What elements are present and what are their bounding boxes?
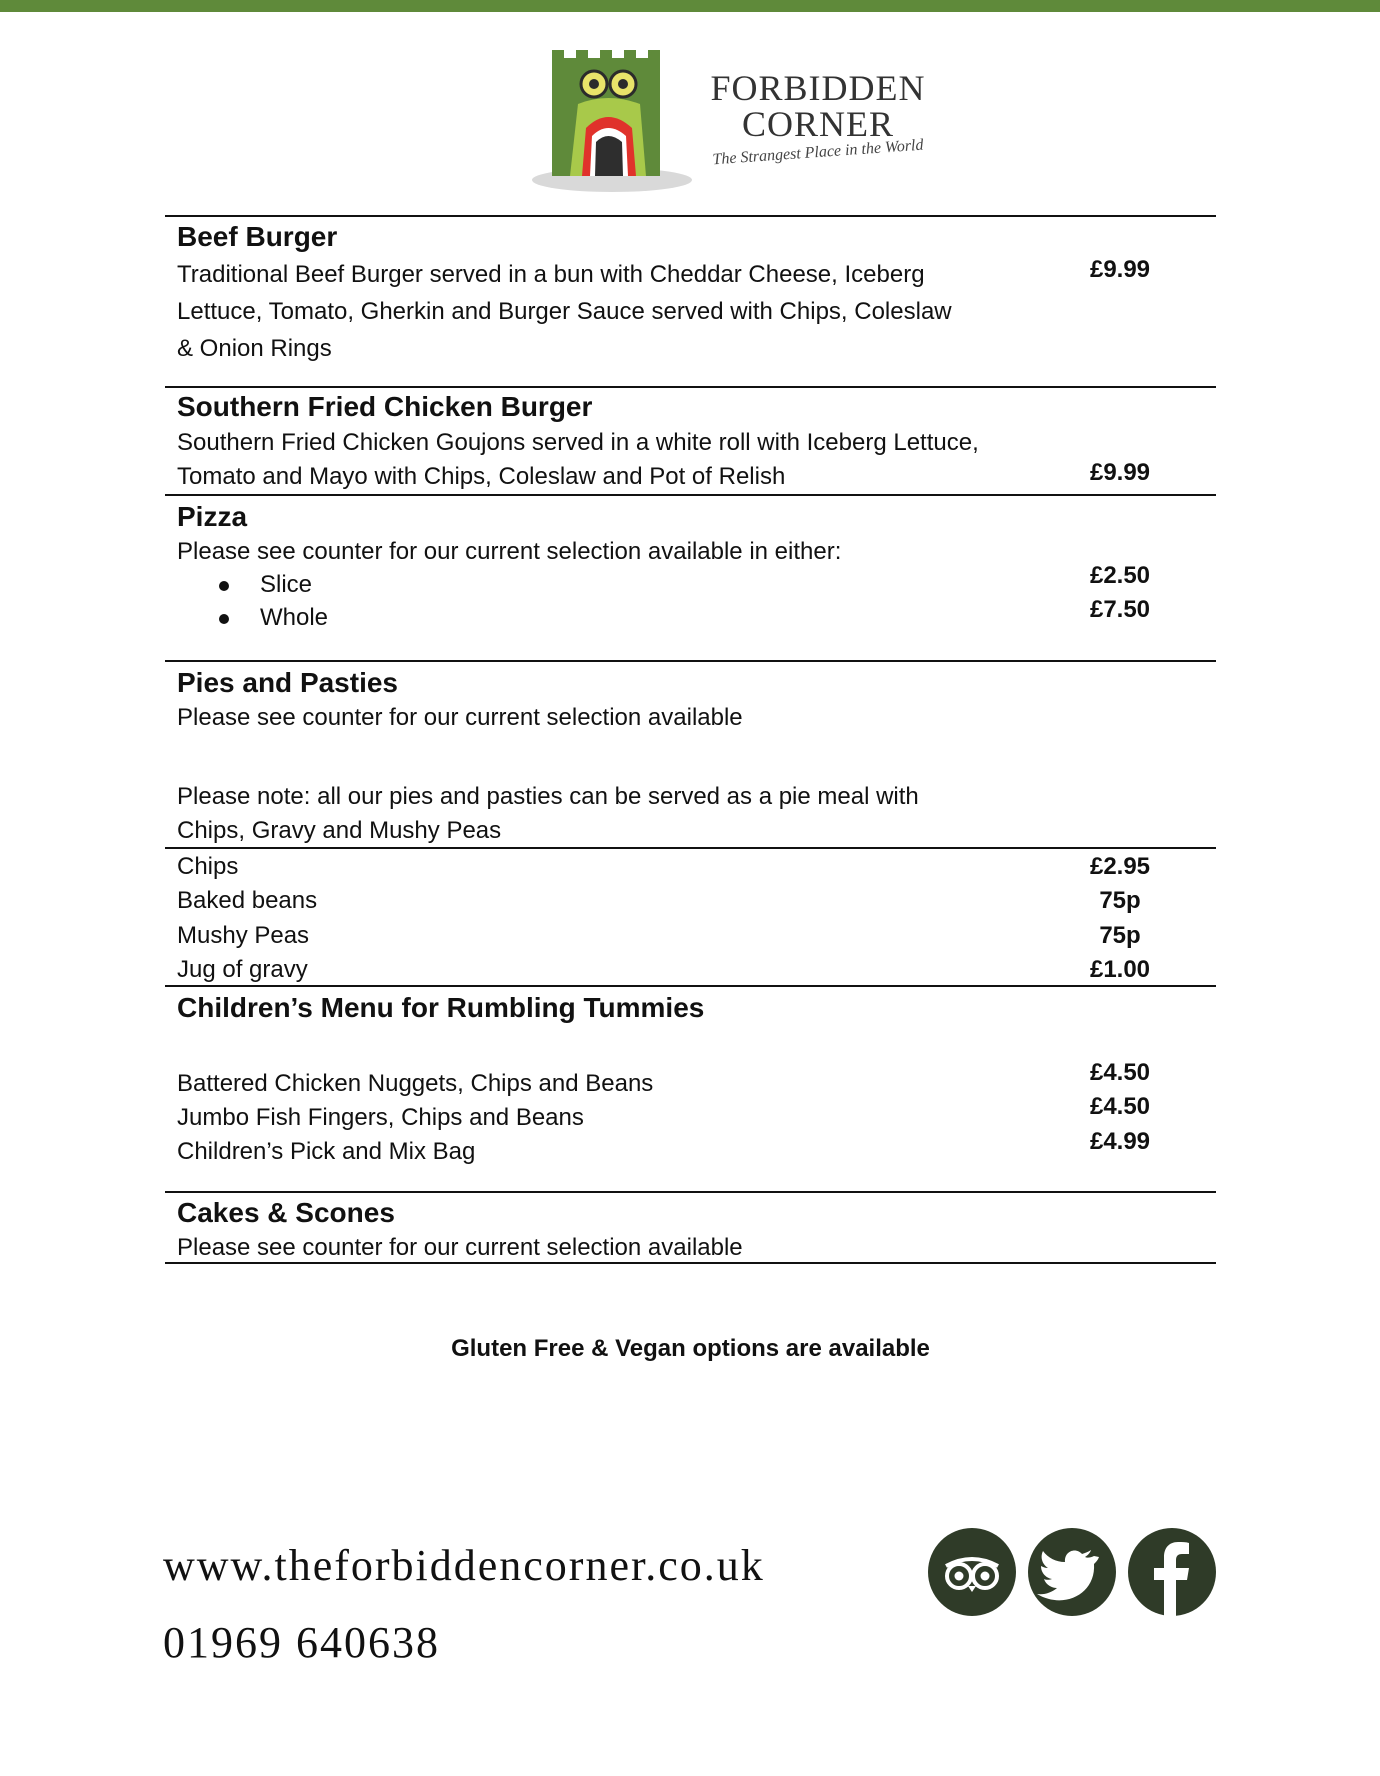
bullet-icon — [219, 581, 229, 591]
side-item: Baked beans — [177, 887, 318, 914]
forbidden-corner-logo — [528, 44, 928, 194]
childrens-menu-title: Children’s Menu for Rumbling Tummies — [177, 992, 705, 1023]
chicken-burger-price: £9.99 — [1089, 459, 1151, 486]
side-price: £1.00 — [1089, 956, 1151, 983]
divider — [165, 985, 1216, 987]
logo-name-line1: FORBIDDEN — [710, 68, 926, 108]
childrens-item: Children’s Pick and Mix Bag — [177, 1138, 476, 1165]
divider — [165, 1262, 1216, 1264]
beef-burger-desc-line1: Traditional Beef Burger served in a bun with Cheddar Cheese, Iceberg — [177, 261, 925, 288]
divider — [165, 660, 1216, 662]
pizza-title: Pizza — [177, 501, 248, 532]
side-item: Mushy Peas — [177, 922, 310, 949]
side-price: £2.95 — [1089, 853, 1151, 880]
divider — [165, 847, 1216, 849]
top-accent-bar — [0, 0, 1380, 12]
pies-desc: Please see counter for our current selection available — [177, 704, 743, 731]
tripadvisor-icon[interactable] — [928, 1528, 1016, 1616]
divider — [165, 1191, 1216, 1193]
phone-number: 01969 640638 — [163, 1618, 440, 1667]
divider — [165, 386, 1216, 388]
pies-title: Pies and Pasties — [177, 667, 399, 698]
side-item: Jug of gravy — [177, 956, 308, 983]
side-price: 75p — [1099, 922, 1141, 949]
pizza-slice-price: £2.50 — [1089, 562, 1151, 589]
logo-wordmark — [698, 70, 938, 142]
beef-burger-price: £9.99 — [1089, 256, 1151, 283]
twitter-icon[interactable] — [1028, 1528, 1116, 1616]
divider — [165, 215, 1216, 217]
pizza-option-slice: Slice — [260, 571, 313, 598]
divider — [165, 494, 1216, 496]
chicken-burger-desc-line2: Tomato and Mayo with Chips, Coleslaw and Pot of Relish — [177, 463, 786, 490]
childrens-price: £4.99 — [1089, 1128, 1151, 1155]
childrens-item: Jumbo Fish Fingers, Chips and Beans — [177, 1104, 584, 1131]
cakes-title: Cakes & Scones — [177, 1197, 395, 1228]
logo-name-line2: CORNER — [741, 104, 895, 144]
beef-burger-desc-line3: & Onion Rings — [177, 335, 332, 362]
pies-note-line1: Please note: all our pies and pasties can be served as a pie meal with — [177, 783, 919, 810]
chicken-burger-desc-line1: Southern Fried Chicken Goujons served in a white roll with Iceberg Lettuce, — [177, 429, 979, 456]
pies-note-line2: Chips, Gravy and Mushy Peas — [177, 817, 502, 844]
pizza-desc: Please see counter for our current selection available in either: — [177, 538, 842, 565]
cakes-desc: Please see counter for our current selection available — [177, 1234, 743, 1261]
side-price: 75p — [1099, 887, 1141, 914]
side-item: Chips — [177, 853, 239, 880]
logo-tagline: The Strangest Place in the World — [711, 136, 924, 169]
tower-logo-icon — [528, 44, 698, 194]
pizza-whole-price: £7.50 — [1089, 596, 1151, 623]
facebook-icon[interactable] — [1128, 1528, 1216, 1616]
beef-burger-title: Beef Burger — [177, 221, 338, 252]
childrens-price: £4.50 — [1089, 1059, 1151, 1086]
pizza-option-whole: Whole — [260, 604, 329, 631]
beef-burger-desc-line2: Lettuce, Tomato, Gherkin and Burger Sauce served with Chips, Coleslaw — [177, 298, 952, 325]
childrens-price: £4.50 — [1089, 1093, 1151, 1120]
childrens-item: Battered Chicken Nuggets, Chips and Beans — [177, 1070, 654, 1097]
chicken-burger-title: Southern Fried Chicken Burger — [177, 391, 593, 422]
bullet-icon — [219, 614, 229, 624]
dietary-note: Gluten Free & Vegan options are available — [451, 1335, 930, 1362]
website-link[interactable]: www.theforbiddencorner.co.uk — [163, 1541, 765, 1590]
